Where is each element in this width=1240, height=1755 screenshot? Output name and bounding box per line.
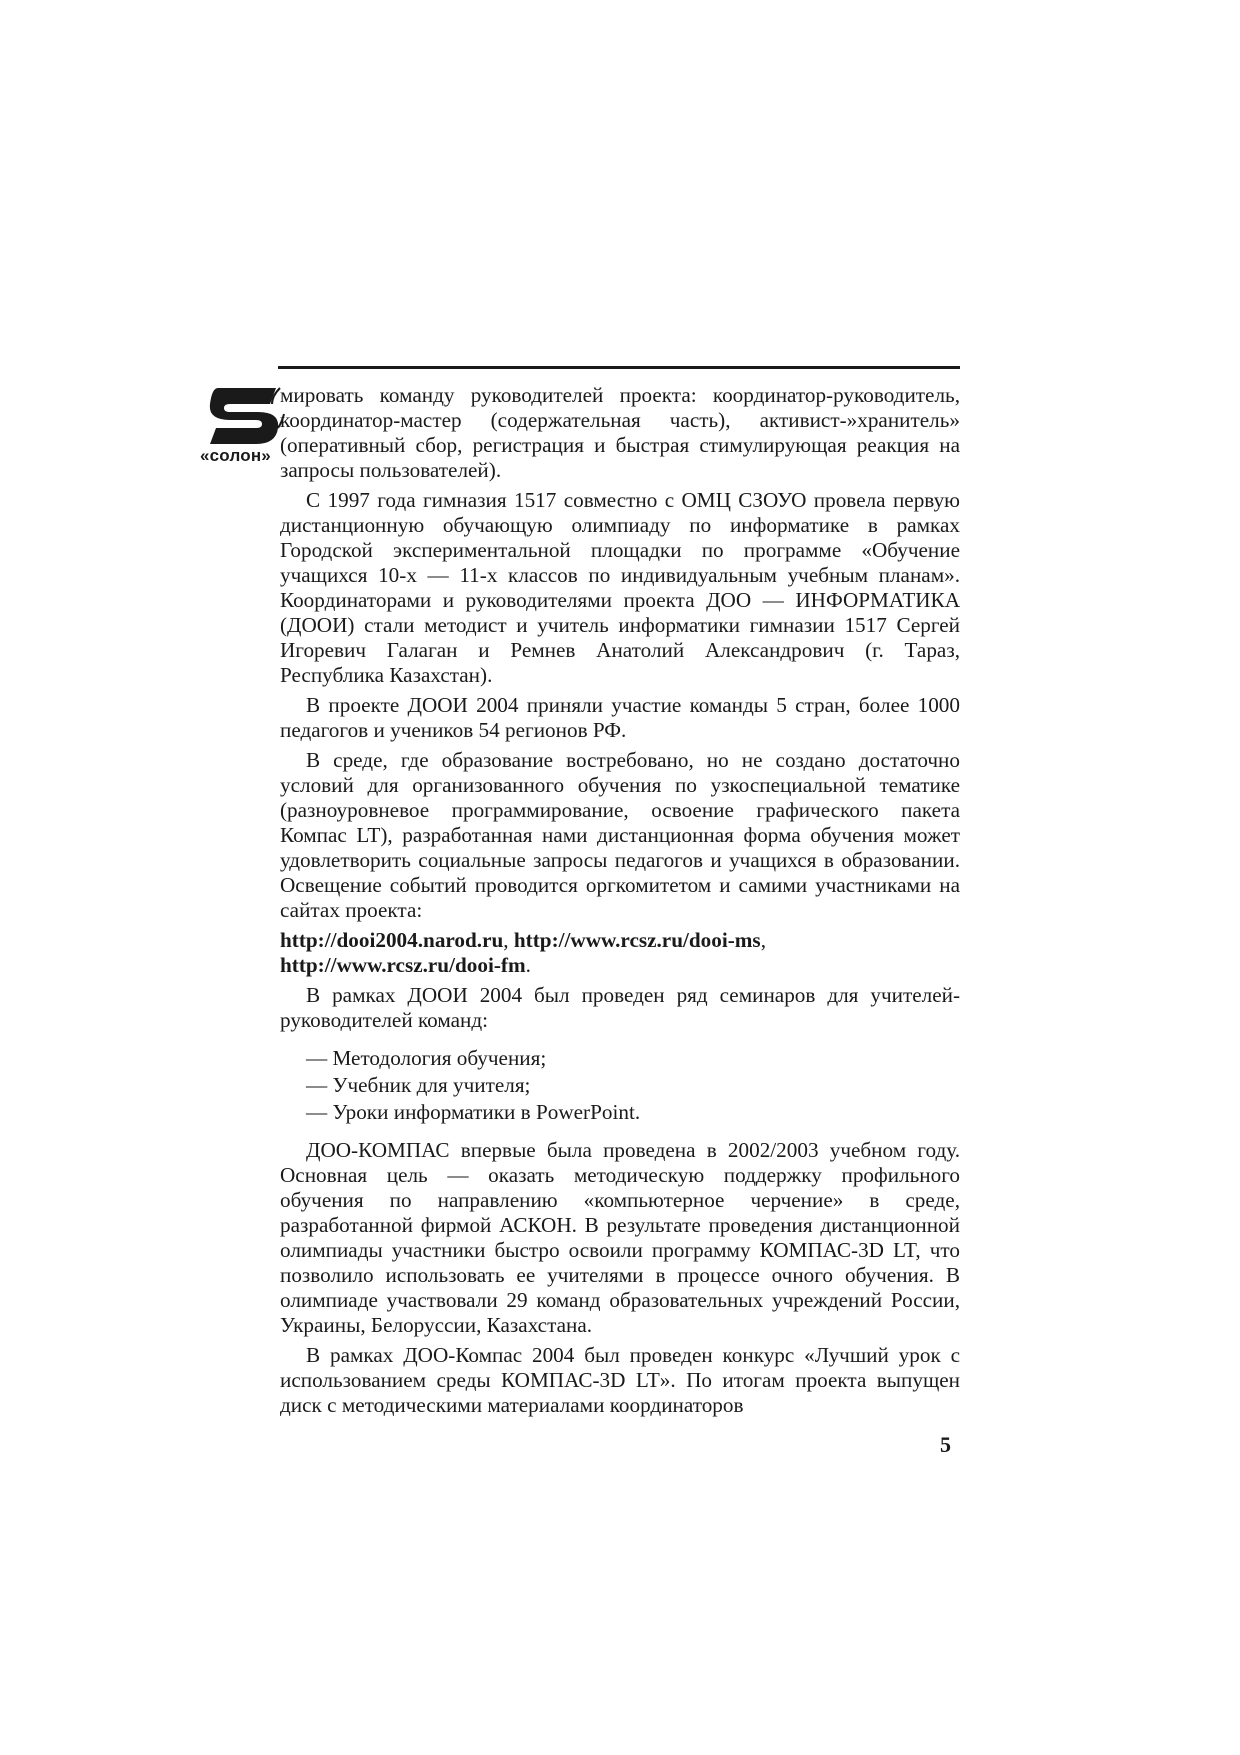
- paragraph: В рамках ДООИ 2004 был проведен ряд семинаров для учителей-руководителей команд:: [280, 983, 960, 1032]
- paragraph: С 1997 года гимназия 1517 совместно с ОМЦ СЗОУО провела первую дистанционную обучающую олимпиаду по информатике в рамках Городской экспериментальной площадки по программе «Обучение учащихся 10-х — 11-х классов по индивидуальным учебным планам». Координаторами и руководителями проекта ДОО — ИНФОРМАТИКА (ДООИ) стали методист и учитель информатики гимназии 1517 Сергей Игоревич Галаган и Ремнев Анатолий Александрович (г. Тараз, Республика Казахстан).: [280, 488, 960, 687]
- url-list: [280, 928, 960, 978]
- list-item: — Методология обучения;: [306, 1046, 547, 1070]
- url-link[interactable]: http://dooi2004.narod.ru: [280, 928, 504, 952]
- url-link[interactable]: http://www.rcsz.ru/dooi-fm: [280, 953, 526, 977]
- url-separator: ,: [503, 928, 509, 952]
- paragraph: ДОО-КОМПАС впервые была проведена в 2002/2003 учебном году. Основная цель — оказать методическую поддержку профильного обучения по направлению «компьютерное черчение» в среде, разработанной фирмой АСКОН. В результате проведения дистанционной олимпиады участники быстро освоили программу КОМПАС-3D LT, что позволило использовать ее учителями в процессе очного обучения. В олимпиаде участвовали 29 команд образовательных учреждений России, Украины, Белоруссии, Казахстана.: [280, 1138, 960, 1337]
- paragraph: В рамках ДОО-Компас 2004 был проведен конкурс «Лучший урок с использованием среды КОМПАС-3D LT». По итогам проекта выпущен диск с методическими материалами координаторов: [280, 1343, 960, 1417]
- url-separator: ,: [760, 928, 766, 952]
- page-number: 5: [940, 1432, 951, 1457]
- publisher-logo: [200, 384, 290, 464]
- url-terminator: .: [525, 953, 531, 977]
- list-item: — Учебник для учителя;: [306, 1073, 531, 1097]
- logo-text: «солон»: [200, 446, 271, 465]
- url-link[interactable]: http://www.rcsz.ru/dooi-ms: [513, 928, 761, 952]
- paragraph: В проекте ДООИ 2004 приняли участие команды 5 стран, более 1000 педагогов и учеников 54 регионов РФ.: [280, 693, 960, 742]
- paragraph: В среде, где образование востребовано, но не создано достаточно условий для организованного обучения по узкоспециальной тематике (разноуровневое программирование, освоение графического пакета Компас LT), разработанная нами дистанционная форма обучения может удовлетворить социальные запросы педагогов и учащихся в образовании. Освещение событий проводится оргкомитетом и самими участниками на сайтах проекта:: [280, 748, 960, 922]
- page-body: [280, 383, 960, 1423]
- paragraph: мировать команду руководителей проекта: координатор-руководитель, координатор-мастер (содержательная часть), активист-»хранитель» (оперативный сбор, регистрация и быстрая стимулирующая реакция на запросы пользователей).: [280, 383, 960, 482]
- list-item: — Уроки информатики в PowerPoint.: [306, 1100, 641, 1124]
- seminar-list: [306, 1045, 960, 1126]
- header-rule: [278, 366, 960, 369]
- solon-s-icon: [206, 384, 290, 446]
